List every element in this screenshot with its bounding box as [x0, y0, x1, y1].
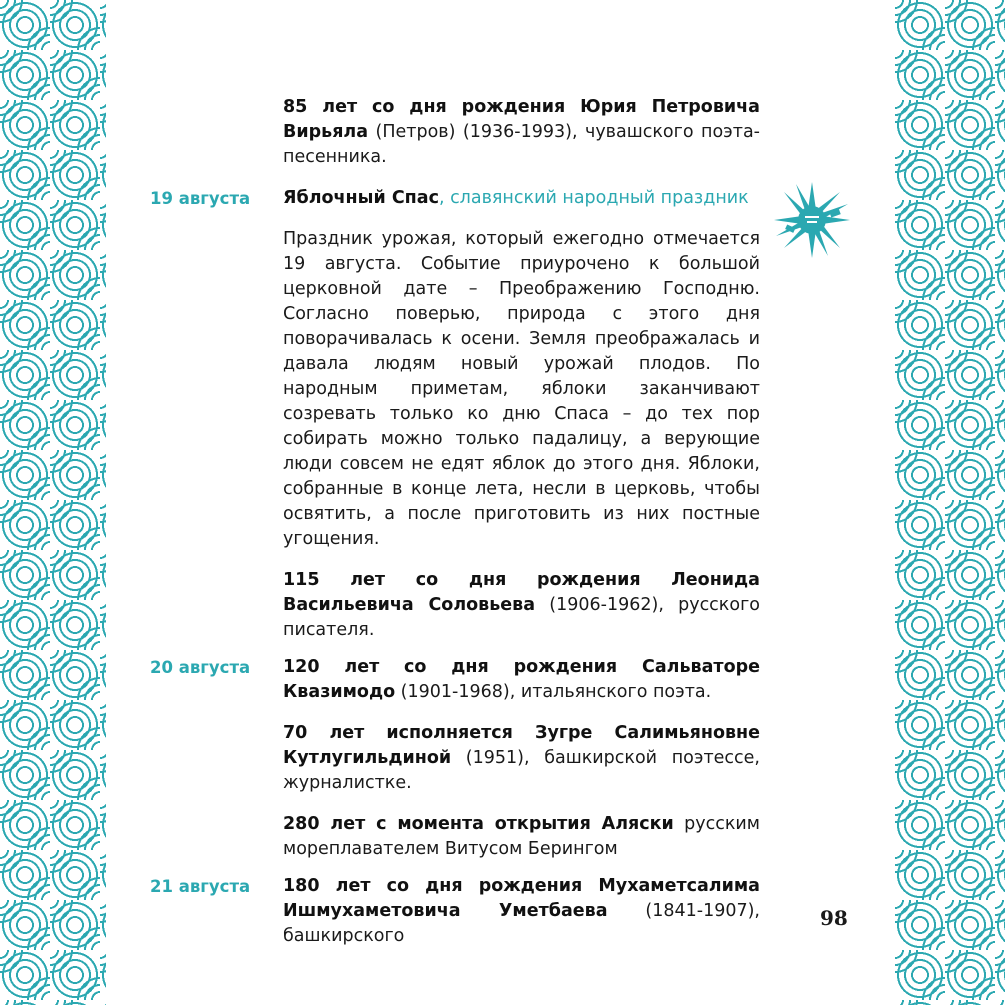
entry-date: 19 августа — [150, 189, 251, 208]
entry-title: 180 лет со дня рождения Мухаметсалима Ишмухаметовича Уметбаева — [283, 876, 760, 921]
calendar-entry — [150, 655, 762, 705]
entry-date — [150, 95, 283, 170]
entry-date — [150, 227, 283, 552]
entry-text — [283, 95, 760, 170]
entry-date: 20 августа — [150, 658, 251, 677]
page-number: 98 — [820, 906, 848, 930]
entry-description: русским мореплавателем Витусом Берингом — [283, 814, 760, 859]
calendar-entry — [150, 812, 762, 862]
entry-paragraph: Праздник урожая, который ежегодно отмечается 19 августа. Событие приурочено к большой церковной дате – Преображению Господню. Согласно поверью, природа с этого дня поворачивалась к осени. Земля преображалась и давала людям новый урожай плодов. По народным приметам, яблоки заканчивают созревать только ко дню Спаса – до тех пор собирать можно только падалицу, а верующие люди совсем не едят яблок до этого дня. Яблоки, собранные в конце лета, несли в церковь, чтобы освятить, а после приготовить из них постные угощения. — [283, 229, 760, 549]
burst-emblem-icon — [772, 180, 852, 260]
calendar-entry — [150, 227, 762, 552]
entry-text — [283, 568, 760, 643]
entry-text — [283, 655, 760, 705]
entry-title: 120 лет со дня рождения Сальваторе Квазимодо — [283, 657, 760, 702]
entry-description: (1951), башкирской поэтессе, журналистке. — [283, 748, 760, 793]
calendar-entry — [150, 721, 762, 796]
entry-text — [283, 186, 760, 211]
decorative-pattern-right — [895, 0, 1005, 1005]
entry-text — [283, 721, 760, 796]
entry-title: 280 лет с момента открытия Аляски — [283, 814, 674, 834]
calendar-entry — [150, 95, 762, 170]
entry-title: Яблочный Спас — [283, 188, 439, 208]
calendar-entry — [150, 186, 762, 211]
calendar-entry — [150, 568, 762, 643]
entry-date: 21 августа — [150, 877, 251, 896]
entry-description: (1841-1907), башкирского — [283, 901, 760, 946]
entry-description: (1901-1968), итальянского поэта. — [395, 682, 712, 702]
entry-title: 70 лет исполняется Зугре Салимьяновне Кутлугильдиной — [283, 723, 760, 768]
entry-date — [150, 812, 283, 862]
entry-title: 85 лет со дня рождения Юрия Петровича Вирьяла — [283, 97, 760, 142]
entry-description: , славянский народный праздник — [438, 188, 749, 208]
entry-date — [150, 721, 283, 796]
entry-text — [283, 874, 760, 949]
entry-description: (1906-1962), русского писателя. — [283, 595, 760, 640]
decorative-pattern-left — [0, 0, 106, 1005]
calendar-entry — [150, 874, 762, 949]
calendar-content — [150, 95, 762, 949]
entry-text — [283, 812, 760, 862]
entry-description: (Петров) (1936-1993), чувашского поэта-песенника. — [283, 122, 760, 167]
entry-date — [150, 568, 283, 643]
entry-title: 115 лет со дня рождения Леонида Васильевича Соловьева — [283, 570, 760, 615]
